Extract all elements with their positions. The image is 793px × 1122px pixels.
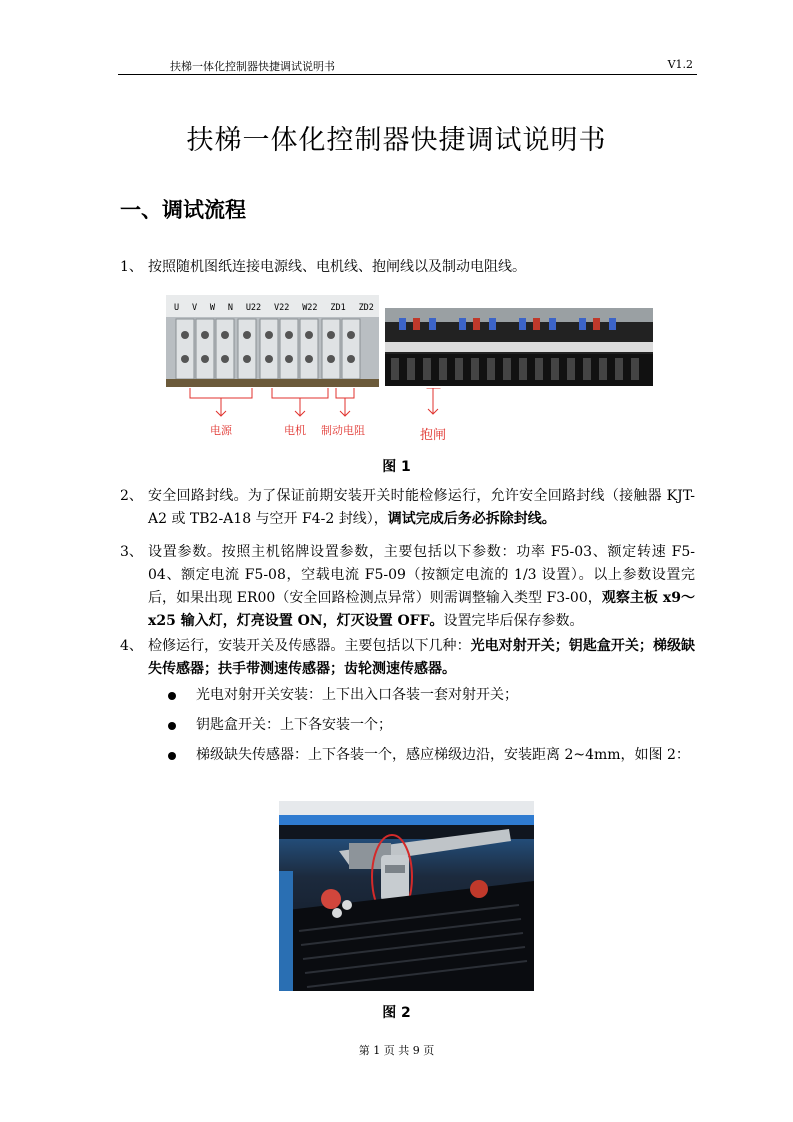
terminal-label: W22 bbox=[302, 303, 318, 313]
terminal-label: ZD1 bbox=[330, 303, 346, 313]
step-number: 1、 bbox=[120, 259, 143, 275]
terminal-label-strip bbox=[174, 303, 374, 317]
terminal-label: W bbox=[209, 303, 216, 313]
step-text: 按照随机图纸连接电源线、电机线、抱闸线以及制动电阻线。 bbox=[148, 259, 526, 275]
step-number: 3、 bbox=[120, 544, 143, 560]
figure2-caption: 图 2 bbox=[382, 1005, 411, 1021]
bullet-item bbox=[168, 744, 693, 767]
step-text-tail: 设置完毕后保存参数。 bbox=[443, 613, 584, 629]
annotation-power: 电源 bbox=[210, 424, 232, 437]
step-4 bbox=[120, 635, 695, 681]
annotation-motor: 电机 bbox=[284, 424, 306, 437]
bullet-text: 光电对射开关安装：上下出入口各装一套对射开关； bbox=[196, 687, 518, 703]
step-text bbox=[148, 635, 695, 681]
terminal-label: U bbox=[174, 303, 180, 313]
terminal-label: N bbox=[227, 303, 233, 313]
step-text-normal: 检修运行，安装开关及传感器。主要包括以下几种： bbox=[148, 638, 471, 654]
step-number: 4、 bbox=[120, 638, 143, 654]
page-footer: 第 1 页 共 9 页 bbox=[358, 1044, 435, 1057]
figure1-terminal-photo-right bbox=[385, 308, 653, 386]
annotation-brake: 抱闸 bbox=[420, 428, 447, 443]
bullet-item bbox=[168, 684, 693, 707]
terminal-label: ZD2 bbox=[358, 303, 374, 313]
step-text bbox=[148, 485, 695, 531]
bullet-dot-icon bbox=[168, 722, 176, 730]
header-title: 扶梯一体化控制器快捷调试说明书 bbox=[170, 60, 335, 73]
page-header bbox=[118, 54, 697, 75]
terminal-label: V bbox=[191, 303, 198, 313]
header-version: V1.2 bbox=[667, 58, 693, 71]
figure1-caption: 图 1 bbox=[382, 459, 411, 475]
step-1 bbox=[120, 256, 695, 279]
step-2 bbox=[120, 485, 695, 531]
figure1-terminal-photo-left bbox=[166, 295, 379, 387]
bullet-dot-icon bbox=[168, 692, 176, 700]
step-text-bold: 光电对射开关；钥匙盒开关；梯级缺失传感器；扶手带测速传感器；齿轮测速传感器。 bbox=[148, 638, 696, 677]
terminal-label: U22 bbox=[245, 303, 262, 313]
step-text-bold: 观察主板 x9～x25 输入灯，灯亮设置 ON，灯灭设置 OFF。 bbox=[148, 590, 696, 629]
terminal-label: V22 bbox=[274, 303, 290, 313]
step-3 bbox=[120, 541, 695, 633]
bullet-text: 钥匙盒开关：上下各安装一个； bbox=[196, 717, 392, 733]
step-text bbox=[148, 541, 695, 633]
bullet-text: 梯级缺失传感器：上下各装一个，感应梯级边沿，安装距离 2~4mm，如图 2： bbox=[196, 747, 690, 763]
bullet-item bbox=[168, 714, 693, 737]
step-text-bold: 调试完成后务必拆除封线。 bbox=[387, 511, 556, 527]
figure2-sensor-photo bbox=[279, 801, 534, 991]
annotation-brake-resistor: 制动电阻 bbox=[321, 424, 365, 437]
step-text-normal: 设置参数。按照主机铭牌设置参数，主要包括以下参数：功率 F5-03、额定转速 F5-04、额定电流 F5-08，空载电流 F5-09（按额定电流的 1/3 设置）。以上参数设置完后，如果出现 ER00（安全回路检测点异常）则需调整输入类型 F3-00， bbox=[148, 544, 695, 606]
document-title: 扶梯一体化控制器快捷调试说明书 bbox=[186, 125, 607, 156]
step-text-normal: 安全回路封线。为了保证前期安装开关时能检修运行，允许安全回路封线（接触器 KJT-A2 或 TB2-A18 与空开 F4-2 封线）， bbox=[148, 488, 695, 527]
step-number: 2、 bbox=[120, 488, 143, 504]
bullet-dot-icon bbox=[168, 752, 176, 760]
section-heading: 一、调试流程 bbox=[120, 198, 246, 222]
